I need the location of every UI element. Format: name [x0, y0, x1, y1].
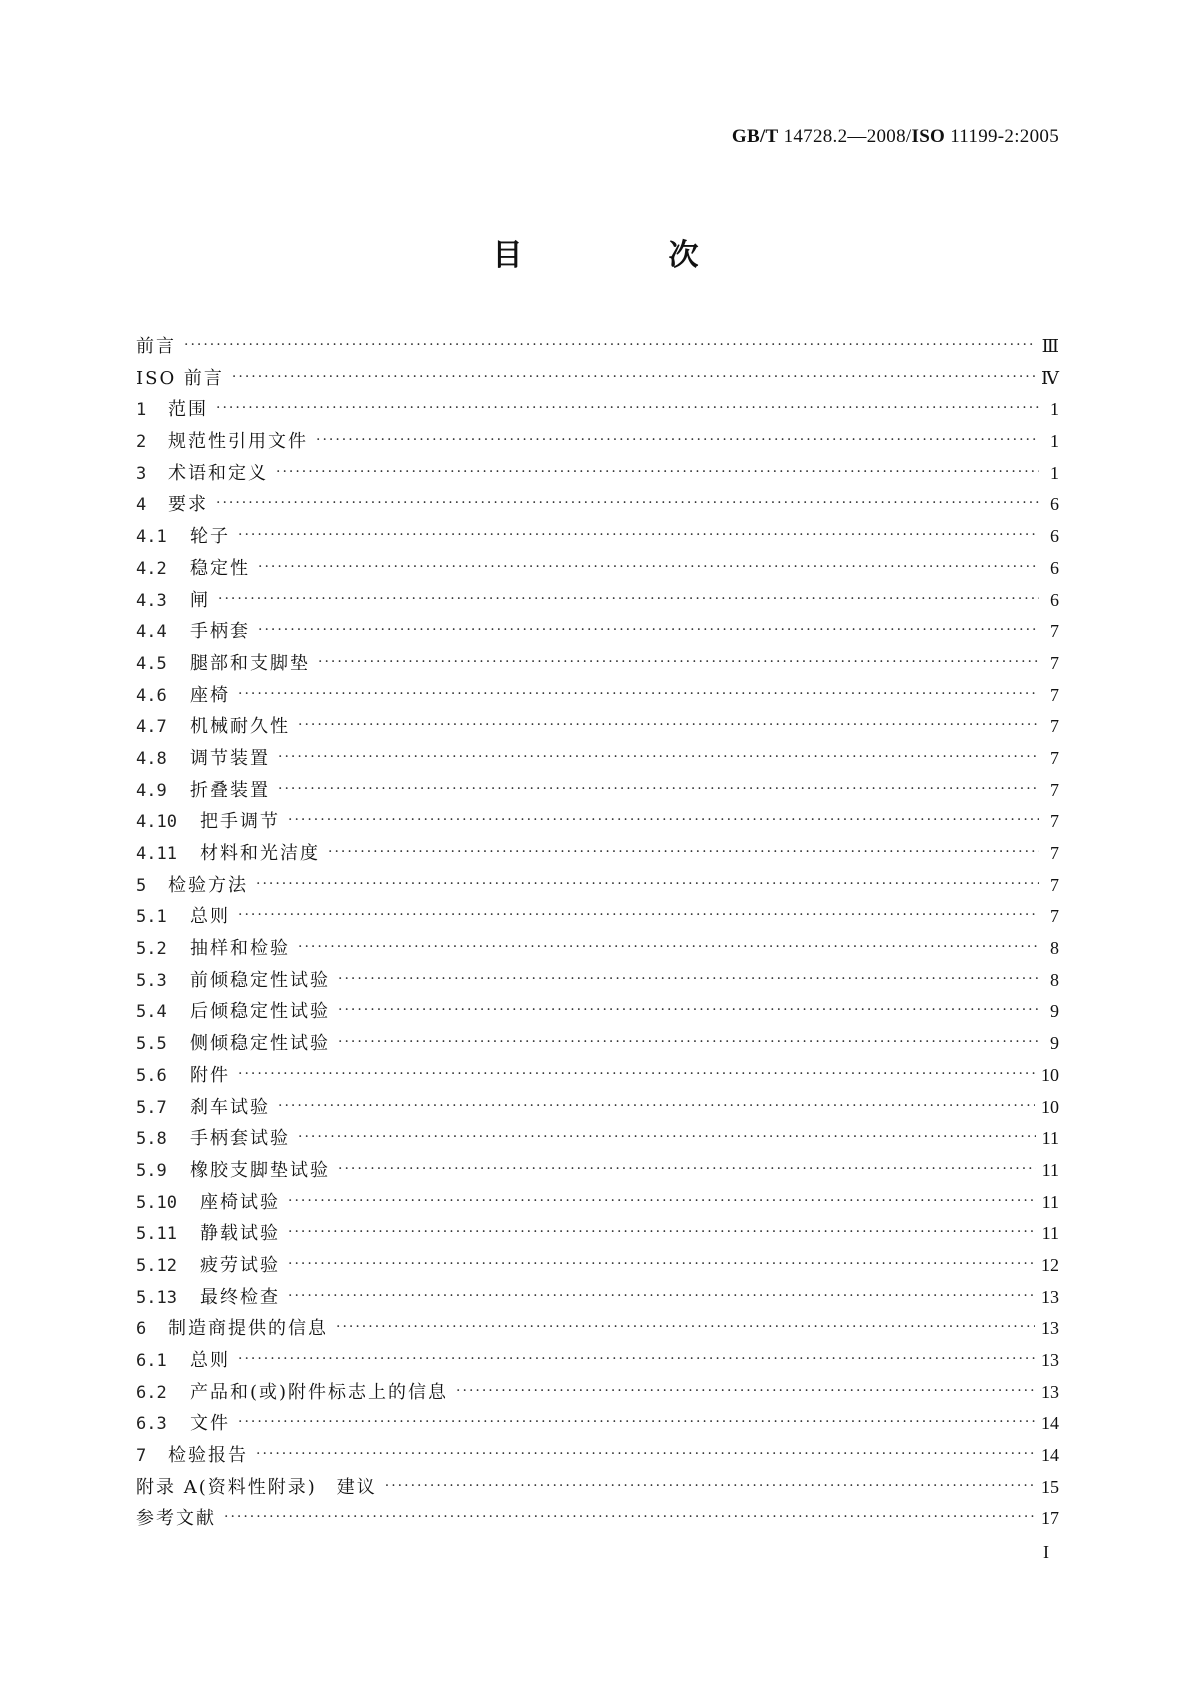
- page-number: I: [1043, 1542, 1049, 1562]
- toc-entry-number: 5.9: [136, 1160, 167, 1181]
- page-title: 目 次: [492, 238, 757, 273]
- toc-entry-number: 4.8: [136, 748, 167, 769]
- toc-entry-number: 5.10: [136, 1192, 177, 1213]
- toc-dot-leader: [338, 964, 1039, 996]
- toc-entry-number: 4: [136, 495, 147, 516]
- gb-number: 14728.2—2008/: [783, 126, 912, 147]
- toc-entry[interactable]: [136, 1472, 1059, 1504]
- toc-entry-number: 4.11: [136, 844, 177, 864]
- toc-dot-leader: [218, 584, 1039, 616]
- toc-entry[interactable]: [136, 1155, 1059, 1187]
- toc-entry[interactable]: [136, 585, 1059, 617]
- toc-entry-page: 7: [1050, 811, 1059, 832]
- iso-code: ISO: [911, 126, 946, 147]
- toc-dot-leader: [216, 488, 1039, 520]
- toc-entry-number: 4.1: [136, 527, 167, 548]
- toc-entry-title: 范围: [168, 399, 208, 421]
- toc-dot-leader: [278, 1091, 1035, 1123]
- toc-entry-number: 5.6: [136, 1065, 167, 1086]
- gb-code: GB/T: [731, 126, 779, 147]
- toc-entry-title: 把手调节: [200, 811, 280, 833]
- toc-entry[interactable]: [136, 1187, 1059, 1219]
- toc-dot-leader: [328, 837, 1039, 869]
- toc-entry[interactable]: [136, 1250, 1059, 1282]
- toc-dot-leader: [385, 1471, 1035, 1503]
- toc-entry-page: 8: [1050, 938, 1059, 959]
- toc-entry[interactable]: [136, 1503, 1059, 1535]
- toc-entry-number: 5.5: [136, 1034, 167, 1055]
- toc-entry-page: 7: [1050, 843, 1059, 863]
- toc-entry[interactable]: [136, 1028, 1059, 1060]
- toc-entry-page: 7: [1050, 779, 1059, 800]
- toc-dot-leader: [338, 995, 1039, 1027]
- toc-entry-page: 7: [1050, 906, 1059, 927]
- toc-entry-page: 7: [1050, 716, 1059, 737]
- toc-dot-leader: [238, 520, 1039, 552]
- toc-dot-leader: [238, 1344, 1035, 1376]
- toc-entry-number: 4.10: [136, 812, 177, 833]
- toc-entry-title: 规范性引用文件: [168, 431, 308, 453]
- toc-entry-number: 1: [136, 400, 147, 421]
- toc-entry-number: 4.5: [136, 653, 167, 674]
- table-of-contents: [136, 331, 1059, 1535]
- toc-entry-number: 2: [136, 432, 147, 453]
- toc-dot-leader: [288, 1186, 1036, 1218]
- toc-entry[interactable]: [136, 1123, 1059, 1155]
- toc-dot-leader: [278, 742, 1039, 774]
- toc-entry-title: 前倾稳定性试验: [190, 969, 330, 991]
- toc-entry-page: 7: [1050, 652, 1059, 673]
- toc-entry-title: 手柄套试验: [190, 1128, 290, 1150]
- toc-entry[interactable]: [136, 870, 1059, 902]
- toc-dot-leader: [238, 1059, 1035, 1091]
- toc-entry[interactable]: [136, 363, 1059, 395]
- toc-dot-leader: [256, 869, 1039, 901]
- toc-entry-page: Ⅳ: [1041, 367, 1059, 388]
- toc-entry-title: 检验报告: [168, 1445, 248, 1467]
- toc-entry-title: 参考文献: [136, 1508, 216, 1530]
- toc-entry-number: 6.3: [136, 1414, 167, 1435]
- toc-entry-number: 4.4: [136, 622, 167, 643]
- toc-entry[interactable]: [136, 838, 1059, 870]
- toc-dot-leader: [318, 647, 1039, 679]
- toc-entry-title: 前言: [136, 336, 176, 357]
- toc-entry-page: 13: [1041, 1318, 1059, 1339]
- toc-entry-title: 手柄套: [190, 621, 250, 643]
- toc-dot-leader: [238, 679, 1039, 711]
- toc-entry[interactable]: [136, 806, 1059, 838]
- toc-entry-page: 1: [1050, 462, 1059, 483]
- toc-entry-title: 调节装置: [190, 747, 270, 769]
- toc-entry[interactable]: [136, 1408, 1059, 1440]
- toc-entry-number: 5.2: [136, 939, 167, 960]
- toc-entry[interactable]: [136, 1218, 1059, 1250]
- toc-entry[interactable]: [136, 489, 1059, 521]
- toc-entry-page: 6: [1050, 589, 1059, 610]
- toc-entry-page: 9: [1050, 1001, 1059, 1022]
- toc-entry-number: 6.2: [136, 1382, 167, 1403]
- toc-entry-title: 抽样和检验: [190, 938, 290, 960]
- toc-entry-number: 5.4: [136, 1002, 167, 1023]
- toc-entry[interactable]: [136, 521, 1059, 553]
- toc-entry-title: 刹车试验: [190, 1096, 270, 1118]
- toc-dot-leader: [258, 552, 1039, 584]
- toc-entry-title: 腿部和支脚垫: [190, 652, 310, 674]
- toc-entry-page: 11: [1041, 1191, 1059, 1212]
- toc-entry-number: 4.7: [136, 717, 167, 738]
- toc-entry-number: 7: [136, 1446, 147, 1467]
- toc-entry[interactable]: [136, 933, 1059, 965]
- toc-entry-number: 5.8: [136, 1129, 167, 1150]
- toc-dot-leader: [298, 1122, 1036, 1154]
- toc-dot-leader: [276, 457, 1039, 489]
- toc-entry-page: 1: [1050, 399, 1059, 420]
- toc-entry[interactable]: [136, 680, 1059, 712]
- toc-entry-title: 总则: [190, 906, 230, 928]
- toc-dot-leader: [216, 393, 1039, 425]
- toc-entry-number: 4.9: [136, 780, 167, 801]
- toc-entry-page: 6: [1050, 557, 1059, 578]
- toc-entry[interactable]: [136, 901, 1059, 933]
- toc-entry-title: 疲劳试验: [200, 1254, 280, 1276]
- toc-entry-page: 6: [1050, 494, 1059, 515]
- standard-code-header: [732, 126, 1059, 148]
- toc-entry[interactable]: [136, 1313, 1059, 1345]
- toc-entry[interactable]: [136, 1282, 1059, 1314]
- toc-entry-title: 术语和定义: [168, 462, 268, 484]
- toc-entry[interactable]: [136, 394, 1059, 426]
- toc-entry-title: 检验方法: [168, 874, 248, 896]
- toc-dot-leader: [224, 1502, 1035, 1534]
- toc-entry-title: 产品和(或)附件标志上的信息: [190, 1381, 449, 1403]
- toc-entry-number: 5.12: [136, 1255, 177, 1276]
- toc-entry-page: 7: [1050, 621, 1059, 642]
- toc-entry[interactable]: [136, 1377, 1059, 1409]
- toc-entry-title: 总则: [190, 1350, 230, 1371]
- toc-entry[interactable]: [136, 743, 1059, 775]
- toc-entry-page: 1: [1050, 431, 1059, 452]
- iso-number: 11199-2:2005: [950, 126, 1059, 147]
- toc-entry-page: 14: [1041, 1413, 1059, 1434]
- toc-entry-title: ISO 前言: [136, 367, 224, 389]
- toc-entry[interactable]: [136, 996, 1059, 1028]
- toc-entry-title: 座椅试验: [200, 1191, 280, 1213]
- toc-dot-leader: [238, 900, 1039, 932]
- toc-entry[interactable]: [136, 553, 1059, 585]
- toc-entry[interactable]: [136, 458, 1059, 490]
- toc-dot-leader: [316, 425, 1039, 457]
- toc-entry[interactable]: [136, 1345, 1059, 1377]
- toc-entry-page: 10: [1041, 1096, 1059, 1117]
- toc-entry-number: 4.3: [136, 590, 167, 611]
- toc-entry-page: 8: [1050, 969, 1059, 990]
- toc-entry-number: 5.1: [136, 907, 167, 928]
- toc-dot-leader: [258, 615, 1039, 647]
- toc-entry[interactable]: [136, 711, 1059, 743]
- toc-entry-title: 座椅: [190, 684, 230, 706]
- toc-dot-leader: [298, 710, 1039, 742]
- toc-entry-page: 11: [1041, 1223, 1059, 1244]
- toc-entry-page: 9: [1050, 1033, 1059, 1054]
- toc-entry-title: 最终检查: [200, 1286, 280, 1308]
- toc-entry-number: 6: [136, 1319, 147, 1340]
- toc-dot-leader: [338, 1027, 1039, 1059]
- toc-entry[interactable]: [136, 1092, 1059, 1124]
- toc-dot-leader: [298, 932, 1039, 964]
- toc-entry-number: 5.3: [136, 970, 167, 991]
- toc-entry-number: 5.11: [136, 1224, 177, 1245]
- toc-dot-leader: [238, 1407, 1035, 1439]
- toc-entry-page: 12: [1041, 1254, 1059, 1275]
- toc-dot-leader: [184, 330, 1036, 362]
- toc-entry-page: 15: [1041, 1476, 1059, 1497]
- toc-entry[interactable]: [136, 775, 1059, 807]
- toc-dot-leader: [256, 1439, 1035, 1471]
- toc-entry-page: 6: [1050, 526, 1059, 547]
- toc-dot-leader: [288, 805, 1039, 837]
- toc-entry-number: 6.1: [136, 1351, 167, 1371]
- toc-entry-title: 文件: [190, 1413, 230, 1435]
- toc-entry-page: 13: [1041, 1381, 1059, 1402]
- toc-entry-page: 7: [1050, 684, 1059, 705]
- toc-entry[interactable]: [136, 426, 1059, 458]
- toc-entry-title: 侧倾稳定性试验: [190, 1033, 330, 1055]
- toc-entry-page: 7: [1050, 747, 1059, 768]
- toc-entry-number: 4.2: [136, 558, 167, 579]
- toc-entry-number: 3: [136, 463, 147, 484]
- toc-dot-leader: [456, 1376, 1035, 1408]
- toc-entry-page: 13: [1041, 1286, 1059, 1307]
- toc-entry-title: 静载试验: [200, 1223, 280, 1245]
- toc-entry-page: 7: [1050, 874, 1059, 895]
- toc-dot-leader: [336, 1312, 1035, 1344]
- toc-entry-page: 14: [1041, 1445, 1059, 1466]
- toc-entry-title: 要求: [168, 494, 208, 516]
- toc-dot-leader: [288, 1217, 1036, 1249]
- toc-dot-leader: [232, 362, 1035, 394]
- toc-entry-title: 制造商提供的信息: [168, 1318, 328, 1340]
- toc-entry-number: 5: [136, 875, 147, 896]
- toc-dot-leader: [338, 1154, 1036, 1186]
- toc-entry[interactable]: [136, 616, 1059, 648]
- toc-entry[interactable]: [136, 331, 1059, 363]
- toc-entry-title: 轮子: [190, 526, 230, 548]
- toc-entry-page: 11: [1041, 1128, 1059, 1149]
- toc-entry-page: Ⅲ: [1041, 336, 1059, 356]
- toc-entry-number: 5.7: [136, 1097, 167, 1118]
- toc-entry-number: 5.13: [136, 1287, 177, 1308]
- toc-entry-title: 橡胶支脚垫试验: [190, 1159, 330, 1181]
- toc-entry-page: 13: [1041, 1350, 1059, 1370]
- toc-entry-title: 闸: [190, 589, 210, 611]
- toc-entry[interactable]: [136, 648, 1059, 680]
- toc-entry-page: 10: [1041, 1064, 1059, 1085]
- toc-entry[interactable]: [136, 1060, 1059, 1092]
- toc-entry-title: 折叠装置: [190, 779, 270, 801]
- toc-entry-page: 11: [1041, 1159, 1059, 1180]
- toc-entry-title: 机械耐久性: [190, 716, 290, 738]
- toc-entry-title: 附录 A(资料性附录) 建议: [136, 1476, 377, 1498]
- toc-entry-number: 4.6: [136, 685, 167, 706]
- toc-entry-title: 稳定性: [190, 557, 250, 579]
- toc-entry-title: 材料和光洁度: [200, 843, 320, 864]
- toc-entry[interactable]: [136, 965, 1059, 997]
- toc-dot-leader: [288, 1249, 1035, 1281]
- toc-entry-title: 后倾稳定性试验: [190, 1001, 330, 1023]
- toc-entry[interactable]: [136, 1440, 1059, 1472]
- toc-entry-title: 附件: [190, 1064, 230, 1086]
- toc-entry-page: 17: [1041, 1508, 1059, 1529]
- toc-dot-leader: [278, 774, 1039, 806]
- toc-dot-leader: [288, 1281, 1035, 1313]
